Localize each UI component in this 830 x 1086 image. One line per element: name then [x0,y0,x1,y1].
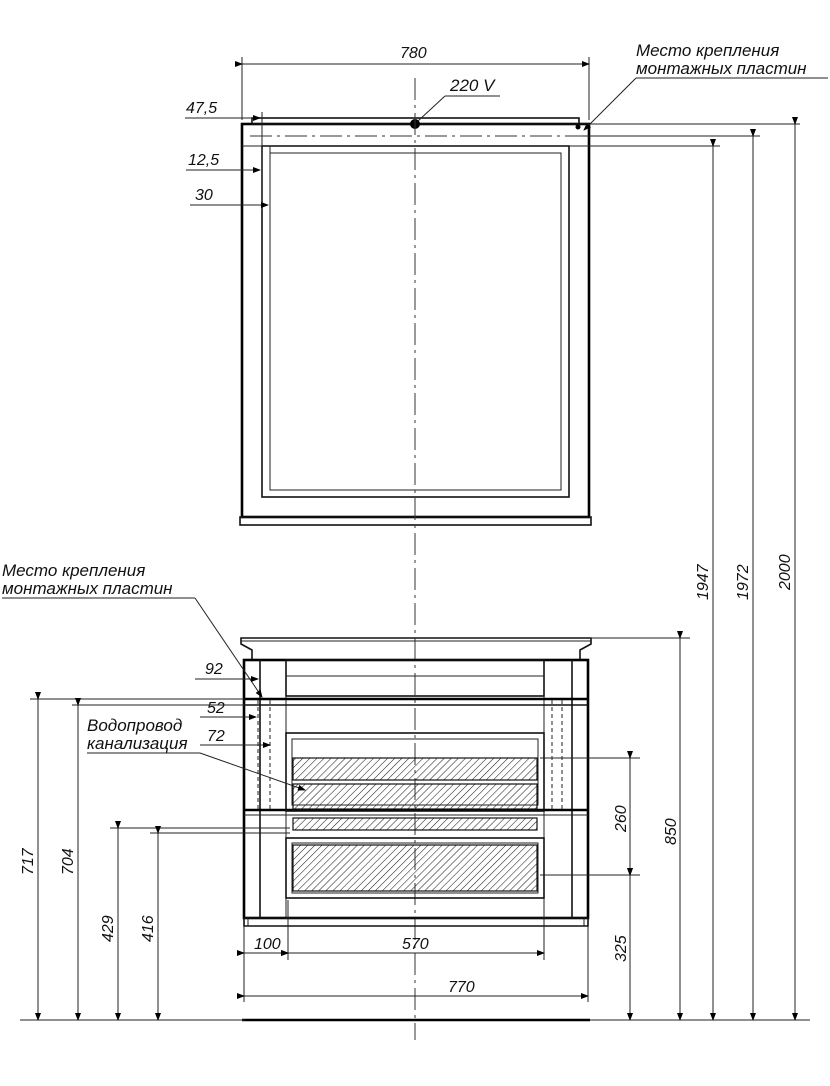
offset-52-label: 52 [207,700,225,717]
pipe-hatch-3 [293,818,537,830]
pipe-hatch-2 [293,784,537,809]
power-label: 220 V [450,76,495,95]
width-770-label: 770 [448,979,475,996]
height-260-label: 260 [613,805,630,832]
cabinet-group [2,561,810,1020]
pipe-note-line2: канализация [87,734,188,753]
pipe-note-line1: Водопровод [87,716,183,735]
mirror-group [185,41,828,525]
height-2000-label: 2000 [777,554,794,590]
offset-47-label: 47,5 [186,100,218,117]
mirror-mount-note-line1: Место крепления [636,41,780,60]
height-1947-label: 1947 [695,564,712,600]
height-429-label: 429 [100,915,117,942]
width-570-label: 570 [402,936,429,953]
height-704-label: 704 [60,848,77,875]
cabinet-mount-note-line1: Место крепления [2,561,146,580]
cabinet-mount-note-line2: монтажных пластин [2,579,173,598]
mirror-width-label: 780 [400,45,427,62]
height-dimensions [695,124,795,1020]
offset-72-label: 72 [207,728,225,745]
offset-30-label: 30 [195,187,213,204]
offset-12-label: 12,5 [188,152,220,169]
mirror-outer-frame [242,124,589,517]
pipe-hatch-4 [293,845,537,891]
mirror-mount-note-line2: монтажных пластин [636,59,807,78]
offset-92-label: 92 [205,661,223,678]
height-850-label: 850 [663,818,680,845]
height-717-label: 717 [20,848,37,875]
height-416-label: 416 [140,915,157,942]
pipe-hatch-1 [293,758,537,780]
height-1972-label: 1972 [735,564,752,600]
width-100-label: 100 [254,936,281,953]
height-325-label: 325 [613,935,630,962]
